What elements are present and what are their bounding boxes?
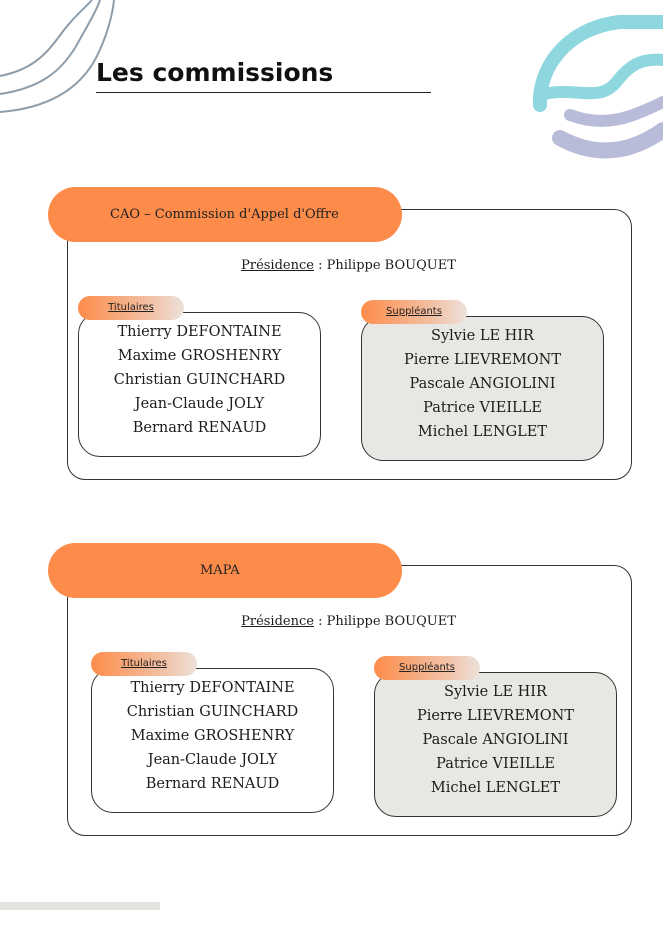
- presidence-separator: :: [313, 614, 327, 629]
- suppleant-name: Sylvie LE HIR: [444, 684, 547, 700]
- commission-title-pill: [48, 187, 402, 242]
- suppleants-box: [374, 672, 617, 817]
- titulaire-name: Jean-Claude JOLY: [147, 752, 278, 768]
- commission-title-pill: [48, 543, 402, 598]
- page-title: Les commissions: [96, 58, 431, 93]
- suppleant-name: Pascale ANGIOLINI: [422, 732, 569, 748]
- suppleants-tag: Suppléants: [361, 300, 467, 324]
- presidence-line: [67, 258, 630, 273]
- titulaire-name: Maxime GROSHENRY: [130, 728, 295, 744]
- titulaires-tag: Titulaires: [91, 652, 197, 676]
- suppleant-name: Pierre LIEVREMONT: [403, 352, 562, 368]
- suppleant-name: Patrice VIEILLE: [423, 400, 542, 416]
- titulaire-name: Christian GUINCHARD: [126, 704, 299, 720]
- commission-title: MAPA: [200, 563, 240, 578]
- titulaire-name: Thierry DEFONTAINE: [117, 324, 282, 340]
- suppleants-tag: Suppléants: [374, 656, 480, 680]
- titulaire-name: Bernard RENAUD: [132, 420, 267, 436]
- suppleant-name: Michel LENGLET: [417, 424, 548, 440]
- presidence-line: [67, 614, 630, 629]
- suppleants-box: [361, 316, 604, 461]
- suppleant-name: Pascale ANGIOLINI: [409, 376, 556, 392]
- titulaire-name: Thierry DEFONTAINE: [130, 680, 295, 696]
- titulaires-box: [91, 668, 334, 813]
- suppleant-name: Pierre LIEVREMONT: [416, 708, 575, 724]
- presidence-label: Présidence: [241, 614, 314, 629]
- presidence-name: Philippe BOUQUET: [326, 258, 456, 273]
- presidence-name: Philippe BOUQUET: [326, 614, 456, 629]
- titulaires-box: [78, 312, 321, 457]
- presidence-separator: :: [313, 258, 327, 273]
- titulaire-name: Bernard RENAUD: [145, 776, 280, 792]
- commission-cao: [48, 187, 632, 482]
- suppleant-name: Sylvie LE HIR: [431, 328, 534, 344]
- titulaire-name: Christian GUINCHARD: [113, 372, 286, 388]
- titulaire-name: Maxime GROSHENRY: [117, 348, 282, 364]
- commission-title: CAO – Commission d'Appel d'Offre: [110, 207, 339, 222]
- titulaire-name: Jean-Claude JOLY: [134, 396, 265, 412]
- footer-bar: [0, 902, 160, 910]
- circle-wave-decoration: [530, 10, 663, 180]
- presidence-label: Présidence: [241, 258, 314, 273]
- titulaires-tag: Titulaires: [78, 296, 184, 320]
- suppleant-name: Patrice VIEILLE: [436, 756, 555, 772]
- commission-mapa: [48, 543, 632, 838]
- suppleant-name: Michel LENGLET: [430, 780, 561, 796]
